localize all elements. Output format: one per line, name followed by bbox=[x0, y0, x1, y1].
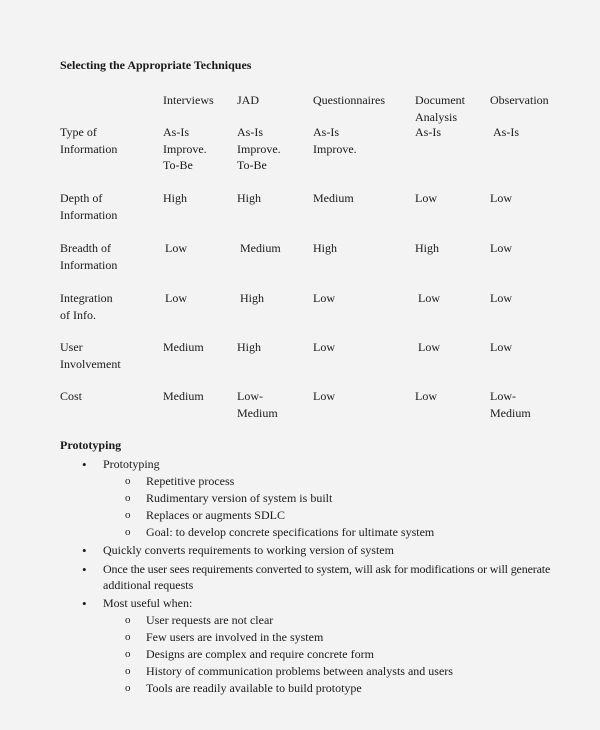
table-cell: Medium bbox=[313, 191, 354, 205]
list-item: Repetitive process bbox=[146, 474, 235, 488]
column-header-observation: Observation bbox=[490, 93, 549, 107]
list-item: Once the user sees requirements converted to system, will ask for modifications or will generate bbox=[103, 562, 551, 576]
sub-bullet-marker: o bbox=[125, 648, 131, 660]
list-item: User requests are not clear bbox=[146, 613, 274, 627]
list-item: History of communication problems between analysts and users bbox=[146, 664, 453, 678]
table-cell: As-Is Improve. To-Be bbox=[163, 125, 207, 172]
prototyping-heading: Prototyping bbox=[60, 438, 122, 452]
table-cell: Low bbox=[313, 291, 335, 305]
sub-bullet-marker: o bbox=[125, 509, 131, 521]
table-cell: High bbox=[237, 340, 261, 354]
table-cell: Medium bbox=[240, 241, 281, 255]
table-cell: Low bbox=[490, 340, 512, 354]
column-header-interviews: Interviews bbox=[163, 93, 214, 107]
table-cell: As-Is bbox=[493, 125, 519, 139]
table-cell: As-Is bbox=[415, 125, 441, 139]
table-cell: As-Is Improve. bbox=[313, 125, 357, 156]
table-cell: Low bbox=[165, 241, 187, 255]
sub-bullet-marker: o bbox=[125, 682, 131, 694]
row-label-cost: Cost bbox=[60, 389, 83, 403]
sub-bullet-marker: o bbox=[125, 492, 131, 504]
table-cell: Low- Medium bbox=[237, 389, 278, 420]
bullet-dot: • bbox=[82, 596, 87, 611]
list-item: Designs are complex and require concrete form bbox=[146, 647, 374, 661]
table-cell: Low bbox=[165, 291, 187, 305]
row-label-user-involvement: User Involvement bbox=[60, 340, 121, 371]
table-cell: Low bbox=[490, 241, 512, 255]
row-label-depth-of-information: Depth of Information bbox=[60, 191, 118, 222]
list-item: Prototyping bbox=[103, 457, 160, 471]
sub-bullet-marker: o bbox=[125, 526, 131, 538]
table-cell: High bbox=[313, 241, 337, 255]
table-cell: High bbox=[415, 241, 439, 255]
bullet-dot: • bbox=[82, 543, 87, 558]
table-cell: Low bbox=[490, 291, 512, 305]
row-label-breadth-of-information: Breadth of Information bbox=[60, 241, 118, 272]
table-cell: Medium bbox=[163, 340, 204, 354]
table-cell: Low bbox=[418, 340, 440, 354]
list-item: Tools are readily available to build prototype bbox=[146, 681, 362, 695]
table-cell: High bbox=[163, 191, 187, 205]
table-cell: As-Is Improve. To-Be bbox=[237, 125, 281, 172]
sub-bullet-marker: o bbox=[125, 614, 131, 626]
list-item: Goal: to develop concrete specifications for ultimate system bbox=[146, 525, 435, 539]
table-cell: High bbox=[237, 191, 261, 205]
bullet-dot: • bbox=[82, 562, 87, 577]
column-header-questionnaires: Questionnaires bbox=[313, 93, 385, 107]
table-cell: Low bbox=[490, 191, 512, 205]
row-label-type-of-information: Type of Information bbox=[60, 125, 118, 156]
section-title: Selecting the Appropriate Techniques bbox=[60, 58, 252, 72]
table-cell: Low bbox=[418, 291, 440, 305]
sub-bullet-marker: o bbox=[125, 475, 131, 487]
table-cell: Low bbox=[313, 389, 335, 403]
table-cell: Low bbox=[313, 340, 335, 354]
list-item: Rudimentary version of system is built bbox=[146, 491, 333, 505]
sub-bullet-marker: o bbox=[125, 665, 131, 677]
list-item: Quickly converts requirements to working version of system bbox=[103, 543, 394, 557]
column-header-document-analysis: Document Analysis bbox=[415, 93, 465, 124]
list-item: Replaces or augments SDLC bbox=[146, 508, 285, 522]
table-cell: Low- Medium bbox=[490, 389, 531, 420]
table-cell: Low bbox=[415, 389, 437, 403]
sub-bullet-marker: o bbox=[125, 631, 131, 643]
list-item: Few users are involved in the system bbox=[146, 630, 324, 644]
table-cell: Medium bbox=[163, 389, 204, 403]
row-label-integration-of-info: Integration of Info. bbox=[60, 291, 113, 322]
column-header-jad: JAD bbox=[237, 93, 260, 107]
list-item: Most useful when: bbox=[103, 596, 193, 610]
list-item-continuation: additional requests bbox=[103, 578, 194, 592]
bullet-dot: • bbox=[82, 457, 87, 472]
table-cell: High bbox=[240, 291, 264, 305]
table-cell: Low bbox=[415, 191, 437, 205]
